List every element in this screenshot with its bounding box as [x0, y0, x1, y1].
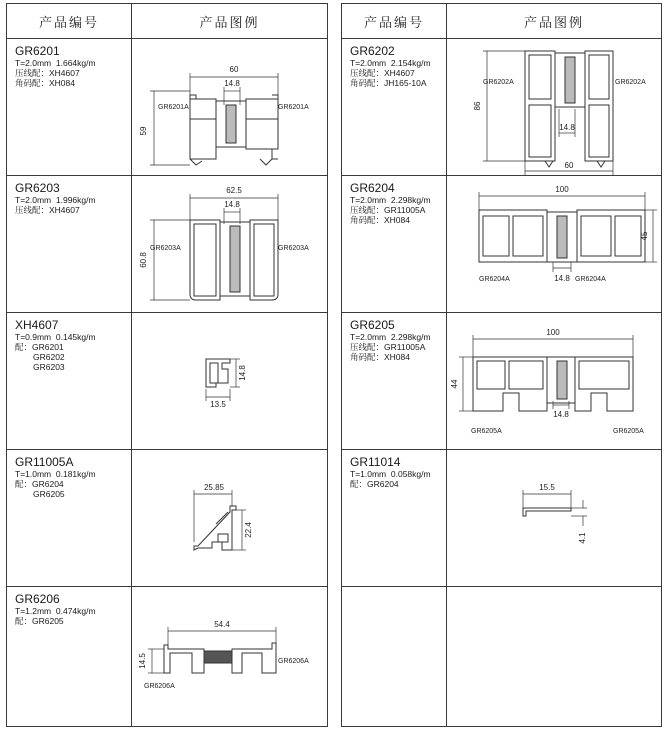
thickness: T=2.0mm	[350, 195, 387, 205]
product-row	[342, 450, 662, 587]
dim-width: 25.85	[203, 483, 225, 492]
profile-drawing	[447, 450, 662, 586]
dim-height: 60.8	[139, 252, 148, 268]
match-line: 压线配：GR11005A	[350, 205, 426, 215]
product-info	[7, 450, 131, 499]
product-info	[7, 587, 131, 626]
product-code: GR6204	[350, 181, 395, 195]
thickness: T=1.2mm	[15, 606, 52, 616]
dim-height: 86	[473, 101, 482, 111]
header-code: 产品编号	[342, 4, 447, 39]
dim-mid: 14.8	[553, 410, 569, 419]
match-line: 配：GR6201	[15, 342, 64, 352]
dim-width: 60	[564, 161, 574, 170]
thickness: T=2.0mm	[15, 58, 52, 68]
product-row	[7, 313, 328, 450]
product-row	[7, 176, 328, 313]
dim-height: 44	[450, 379, 459, 389]
product-code: GR6205	[350, 318, 395, 332]
part-label-left: GR6204A	[479, 276, 510, 283]
product-info	[342, 176, 446, 225]
product-code: XH4607	[15, 318, 59, 332]
match-line: 压线配：XH4607	[15, 68, 80, 78]
profile-drawing	[447, 313, 662, 449]
part-label-left: GR6201A	[158, 104, 189, 111]
match-line: 压线配：XH4607	[15, 205, 80, 215]
dim-width: 100	[546, 328, 560, 337]
match-line: GR6203	[33, 362, 65, 372]
product-code: GR6203	[15, 181, 60, 195]
weight: 2.298kg/m	[390, 195, 431, 205]
profile-drawing	[447, 176, 662, 312]
weight: 1.664kg/m	[55, 58, 96, 68]
dim-width: 54.4	[214, 620, 230, 629]
match-line: 配：GR6204	[350, 479, 399, 489]
product-info	[342, 313, 446, 362]
thickness: T=0.9mm	[15, 332, 52, 342]
header-figure: 产品图例	[132, 4, 328, 39]
header-code: 产品编号	[7, 4, 132, 39]
weight: 1.996kg/m	[55, 195, 96, 205]
profile-drawing	[132, 176, 328, 312]
part-label-right: GR6204A	[575, 276, 606, 283]
weight: 0.058kg/m	[390, 469, 431, 479]
product-code: GR11014	[350, 455, 401, 469]
catalog-table-left	[6, 3, 328, 727]
product-row	[342, 176, 662, 313]
thickness: T=1.0mm	[15, 469, 52, 479]
dim-mid: 14.8	[554, 274, 570, 283]
dim-height: 4.1	[578, 532, 587, 544]
profile-drawing	[132, 450, 328, 586]
thickness: T=2.0mm	[15, 195, 52, 205]
match-line: 角码配：XH084	[15, 78, 75, 88]
match-line: 角码配：XH084	[350, 352, 410, 362]
dim-mid: 14.8	[224, 79, 240, 88]
part-label-left: GR6205A	[471, 428, 502, 435]
thickness: T=1.0mm	[350, 469, 387, 479]
profile-drawing	[132, 587, 328, 726]
dim-mid: 14.8	[224, 200, 240, 209]
product-code: GR11005A	[15, 455, 74, 469]
part-label-right: GR6206A	[278, 658, 309, 665]
dim-width: 60	[229, 65, 239, 74]
product-code: GR6206	[15, 592, 60, 606]
match-line: GR6205	[33, 489, 65, 499]
part-label-right: GR6203A	[278, 245, 309, 252]
dim-width: 15.5	[539, 483, 555, 492]
part-label-right: GR6202A	[615, 79, 646, 86]
match-line: 压线配：GR11005A	[350, 342, 426, 352]
dim-mid: 14.8	[559, 123, 575, 132]
profile-drawing	[132, 39, 328, 175]
match-line: 角码配：JH165-10A	[350, 78, 427, 88]
product-code: GR6202	[350, 44, 395, 58]
dim-height: 14.5	[138, 653, 147, 669]
part-label-left: GR6202A	[483, 79, 514, 86]
product-info	[7, 176, 131, 215]
match-line: 角码配：XH084	[350, 215, 410, 225]
catalog-table-right	[341, 3, 662, 727]
dim-width: 100	[555, 185, 569, 194]
weight: 0.474kg/m	[55, 606, 96, 616]
part-label-left: GR6206A	[144, 683, 175, 690]
product-info	[7, 313, 131, 372]
dim-width: 62.5	[226, 186, 242, 195]
product-row	[7, 587, 328, 727]
dim-height: 22.4	[244, 522, 253, 538]
part-label-left: GR6203A	[150, 245, 181, 252]
product-row	[342, 39, 662, 176]
part-label-right: GR6201A	[278, 104, 309, 111]
product-info	[342, 39, 446, 88]
product-row	[7, 39, 328, 176]
product-row	[7, 450, 328, 587]
product-code: GR6201	[15, 44, 60, 58]
match-line: 压线配：XH4607	[350, 68, 415, 78]
match-line: GR6202	[33, 352, 65, 362]
header-figure: 产品图例	[447, 4, 662, 39]
product-info	[7, 39, 131, 88]
dim-height: 59	[139, 126, 148, 136]
product-info	[342, 450, 446, 489]
weight: 2.298kg/m	[390, 332, 431, 342]
weight: 2.154kg/m	[390, 58, 431, 68]
profile-drawing	[447, 39, 662, 175]
match-line: 配：GR6205	[15, 616, 64, 626]
product-row	[342, 313, 662, 450]
dim-width: 13.5	[210, 400, 226, 409]
empty-row	[342, 587, 662, 727]
match-line: 配：GR6204	[15, 479, 64, 489]
dim-height: 45	[640, 231, 649, 241]
thickness: T=2.0mm	[350, 332, 387, 342]
dim-height: 14.8	[238, 365, 247, 381]
profile-drawing	[132, 313, 328, 449]
weight: 0.181kg/m	[55, 469, 96, 479]
thickness: T=2.0mm	[350, 58, 387, 68]
part-label-right: GR6205A	[613, 428, 644, 435]
weight: 0.145kg/m	[55, 332, 96, 342]
